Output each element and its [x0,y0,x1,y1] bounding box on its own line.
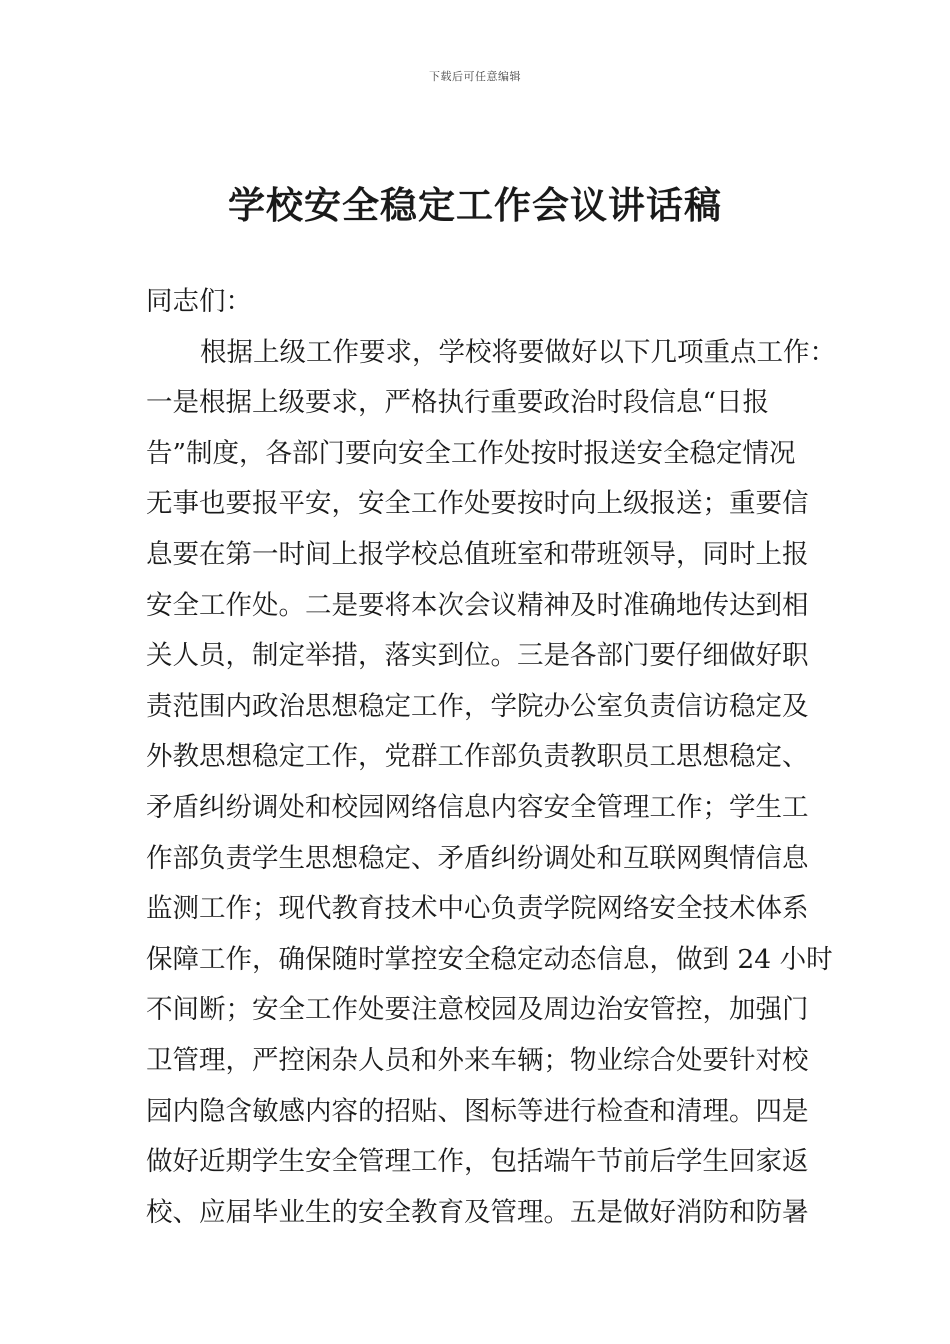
paragraph-line: 根据上级工作要求，学校将要做好以下几项重点工作： [200,336,836,368]
paragraph-line: 监测工作；现代教育技术中心负责学院网络安全技术体系 [146,893,809,925]
paragraph-line: 安全工作处。二是要将本次会议精神及时准确地传达到相 [146,589,809,621]
paragraph-line: 校、应届毕业生的安全教育及管理。五是做好消防和防暑 [146,1196,809,1228]
paragraph-line: 不间断；安全工作处要注意校园及周边治安管控，加强门 [146,994,809,1026]
document-body [146,284,836,1245]
paragraph-line: 卫管理，严控闲杂人员和外来车辆；物业综合处要针对校 [146,1044,809,1076]
paragraph-line: 息要在第一时间上报学校总值班室和带班领导，同时上报 [146,538,809,570]
paragraph-line: 责范围内政治思想稳定工作，学院办公室负责信访稳定及 [146,690,809,722]
paragraph-line: 告”制度，各部门要向安全工作处按时报送安全稳定情况 [146,437,796,469]
paragraph-line: 关人员，制定举措，落实到位。三是各部门要仔细做好职 [146,640,809,672]
paragraph-line: 无事也要报平安，安全工作处要按时向上级报送；重要信 [146,488,809,520]
salutation: 同志们： [146,286,252,317]
paragraph-line: 保障工作，确保随时掌控安全稳定动态信息，做到 24 小时 [146,943,833,975]
paragraph-line: 外教思想稳定工作，党群工作部负责教职员工思想稳定、 [146,741,809,773]
document-title: 学校安全稳定工作会议讲话稿 [228,184,722,227]
paragraph-line: 园内隐含敏感内容的招贴、图标等进行检查和清理。四是 [146,1095,809,1127]
paragraph-line: 矛盾纠纷调处和校园网络信息内容安全管理工作；学生工 [146,791,809,823]
paragraph-line: 作部负责学生思想稳定、矛盾纠纷调处和互联网舆情信息 [146,842,809,874]
page-header-note: 下载后可任意编辑 [429,70,521,83]
paragraph-line: 做好近期学生安全管理工作，包括端午节前后学生回家返 [146,1146,809,1178]
paragraph-line: 一是根据上级要求，严格执行重要政治时段信息“日报 [146,387,770,419]
